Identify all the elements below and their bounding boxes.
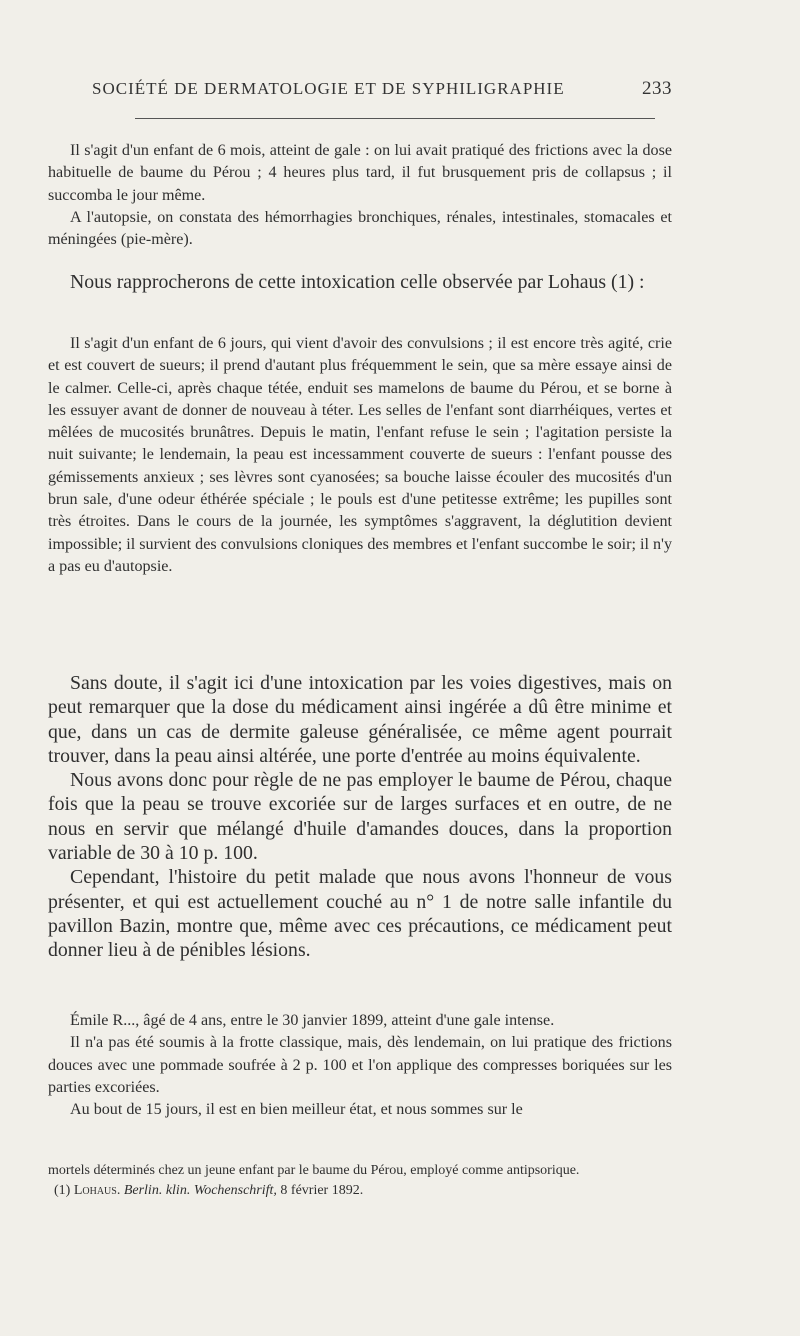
paragraph-autopsy: A l'autopsie, on constata des hémorrhagies bronchiques, rénales, intestinales, stomacales et méningées (pie-mère). (48, 208, 672, 249)
section-large-1 (48, 270, 672, 294)
header-rule (135, 118, 655, 119)
paragraph-progress: Au bout de 15 jours, il est en bien meilleur état, et nous sommes sur le (70, 1101, 523, 1119)
paragraph-discussion: Sans doute, il s'agit ici d'une intoxication par les voies digestives, mais on peut remarquer que la dose du médicament ainsi ingérée a dû être minime et que, dans un cas de dermite galeuse généralisée, ce même agent pourrait trouver, dans la peau ainsi altérée, une porte d'entrée au moins équivalente. (48, 672, 672, 767)
footnote-author: Lohaus. (73, 1183, 121, 1198)
section-small-3 (48, 1010, 672, 1121)
paragraph-lohaus-case: Il s'agit d'un enfant de 6 jours, qui vient d'avoir des convulsions ; il est encore très agité, crie et est couvert de sueurs; il prend d'autant plus fréquemment le sein, que sa mère essaye ainsi de le calmer. Celle-ci, après chaque tétée, enduit ses mamelons de baume du Pérou, et se borne à les essuyer avant de donner de nouveau à téter. Les selles de l'enfant sont diarrhéiques, vertes et mêlées de mucosités brunâtres. Depuis le matin, l'enfant refuse le sein ; l'agitation persiste la nuit suivante; le lendemain, la peau est incessamment couverte de sueurs : l'enfant pousse des gémissements anxieux ; ses lèvres sont cyanosées; sa bouche laisse écouler des mucosités d'un brun sale, d'une odeur éthérée spéciale ; le pouls est d'une petitesse extrême; les pupilles sont très étroites. Dans le cours de la journée, les symptômes s'aggravent, la déglutition devient impossible; il survient des convulsions cloniques des membres et l'enfant succombe le soir; il n'y a pas eu d'autopsie. (48, 335, 672, 575)
footnote-1 (48, 1181, 672, 1201)
footnote-date: 8 février 1892. (280, 1183, 364, 1198)
running-title: SOCIÉTÉ DE DERMATOLOGIE ET DE SYPHILIGRAPHIE (92, 79, 565, 98)
footnotes (48, 1161, 672, 1201)
section-large-2 (48, 671, 672, 963)
running-header (92, 78, 672, 100)
section-small-1 (48, 140, 672, 251)
paragraph-patient-intro: Cependant, l'histoire du petit malade que nous avons l'honneur de vous présenter, et qui est actuellement couché au n° 1 de notre salle infantile du pavillon Bazin, montre que, même avec ces précautions, ce médicament peut donner lieu à de pénibles lésions. (48, 866, 672, 962)
paragraph-treatment: Il n'a pas été soumis à la frotte classique, mais, dès lendemain, on lui pratique des frictions douces avec une pommade soufrée à 2 p. 100 et l'on applique des compresses boriquées sur les parties excoriées. (48, 1034, 672, 1096)
footnote-journal: Berlin. klin. Wochenschrift, (123, 1183, 277, 1198)
footnote-marker: (1) (54, 1183, 71, 1198)
paragraph-lohaus-intro: Nous rapprocherons de cette intoxication celle observée par Lohaus (1) : (70, 271, 645, 293)
footnote-continuation: mortels déterminés chez un jeune enfant par le baume du Pérou, employé comme antipsorique. (48, 1163, 580, 1178)
page-number: 233 (642, 78, 672, 99)
paragraph-patient-admission: Émile R..., âgé de 4 ans, entre le 30 janvier 1899, atteint d'une gale intense. (70, 1012, 555, 1029)
paragraph-rule: Nous avons donc pour règle de ne pas employer le baume de Pérou, chaque fois que la peau se trouve excoriée sur de larges surfaces et en outre, de ne nous en servir que mélangé d'huile d'amandes douces, dans la proportion variable de 30 à 10 p. 100. (48, 769, 672, 865)
section-small-2 (48, 333, 672, 578)
paragraph-gale-case: Il s'agit d'un enfant de 6 mois, atteint de gale : on lui avait pratiqué des frictions avec la dose habituelle de baume du Pérou ; 4 heures plus tard, il fut brusquement pris de collapsus ; il succomba le jour même. (48, 142, 672, 204)
